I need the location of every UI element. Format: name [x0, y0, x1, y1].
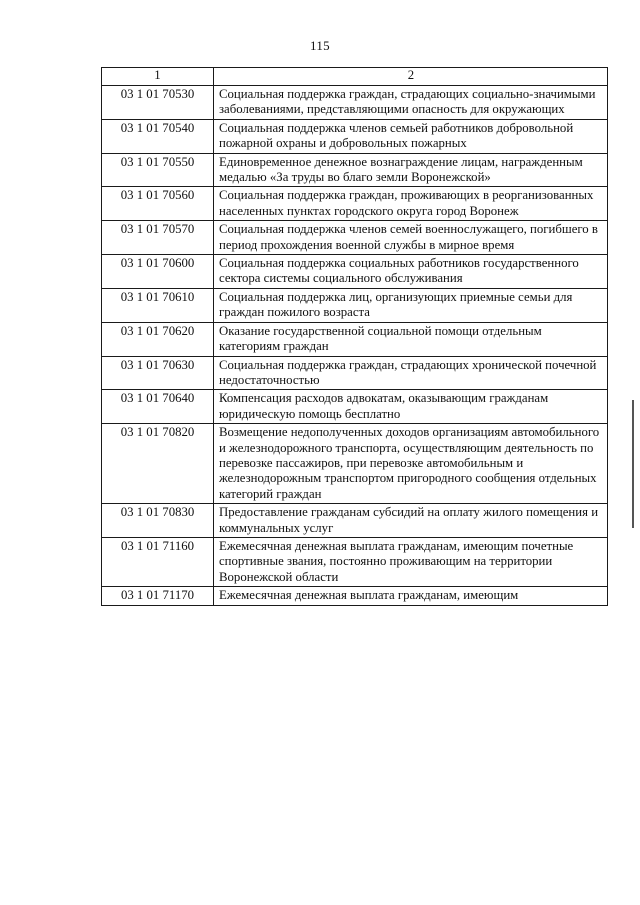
budget-classification-table: [101, 67, 608, 606]
row-description: Социальная поддержка граждан, проживающих в реорганизованных населенных пунктах городского округа город Воронеж: [214, 187, 608, 221]
row-description: Ежемесячная денежная выплата гражданам, имеющим почетные спортивные звания, постоянно проживающим на территории Воронежской области: [214, 537, 608, 586]
scan-margin-mark: [632, 400, 634, 528]
table-row: [102, 255, 608, 289]
row-description: Социальная поддержка граждан, страдающих хронической почечной недостаточностью: [214, 356, 608, 390]
table-row: [102, 537, 608, 586]
table-row: [102, 322, 608, 356]
row-code: 03 1 01 70820: [102, 424, 214, 504]
page-number: 115: [310, 38, 330, 53]
table-row: [102, 390, 608, 424]
row-code: 03 1 01 70530: [102, 86, 214, 120]
row-code: 03 1 01 70610: [102, 288, 214, 322]
row-code: 03 1 01 70630: [102, 356, 214, 390]
table-row: [102, 153, 608, 187]
row-code: 03 1 01 70640: [102, 390, 214, 424]
table-row: [102, 587, 608, 605]
row-code: 03 1 01 70560: [102, 187, 214, 221]
row-code: 03 1 01 70550: [102, 153, 214, 187]
row-code: 03 1 01 70620: [102, 322, 214, 356]
row-description: Оказание государственной социальной помощи отдельным категориям граждан: [214, 322, 608, 356]
row-description: Ежемесячная денежная выплата гражданам, имеющим: [214, 587, 608, 605]
table-row: [102, 86, 608, 120]
table-body: [102, 68, 608, 606]
row-description: Компенсация расходов адвокатам, оказывающим гражданам юридическую помощь бесплатно: [214, 390, 608, 424]
table-row: [102, 424, 608, 504]
table-header-row: [102, 68, 608, 86]
row-description: Социальная поддержка граждан, страдающих социально-значимыми заболеваниями, представляющими опасность для окружающих: [214, 86, 608, 120]
row-code: 03 1 01 70830: [102, 504, 214, 538]
column-header-1: 1: [102, 68, 214, 86]
row-description: Социальная поддержка членов семей военнослужащего, погибшего в период прохождения военной службы в мирное время: [214, 221, 608, 255]
row-description: Социальная поддержка лиц, организующих приемные семьи для граждан пожилого возраста: [214, 288, 608, 322]
table-row: [102, 288, 608, 322]
table-row: [102, 356, 608, 390]
row-code: 03 1 01 71160: [102, 537, 214, 586]
row-description: Социальная поддержка членов семьей работников добровольной пожарной охраны и добровольных пожарных: [214, 119, 608, 153]
row-description: Социальная поддержка социальных работников государственного сектора системы социального обслуживания: [214, 255, 608, 289]
row-code: 03 1 01 70600: [102, 255, 214, 289]
row-description: Возмещение недополученных доходов организациям автомобильного и железнодорожного транспорта, осуществляющим деятельность по перевозке пассажиров, при перевозке автомобильным и железнодорожным транспортом пригородного сообщения отдельных категорий граждан: [214, 424, 608, 504]
table-row: [102, 221, 608, 255]
table-row: [102, 504, 608, 538]
table-row: [102, 187, 608, 221]
row-description: Предоставление гражданам субсидий на оплату жилого помещения и коммунальных услуг: [214, 504, 608, 538]
row-code: 03 1 01 70540: [102, 119, 214, 153]
table-row: [102, 119, 608, 153]
column-header-2: 2: [214, 68, 608, 86]
row-code: 03 1 01 71170: [102, 587, 214, 605]
row-description: Единовременное денежное вознаграждение лицам, награжденным медалью «За труды во благо земли Воронежской»: [214, 153, 608, 187]
row-code: 03 1 01 70570: [102, 221, 214, 255]
